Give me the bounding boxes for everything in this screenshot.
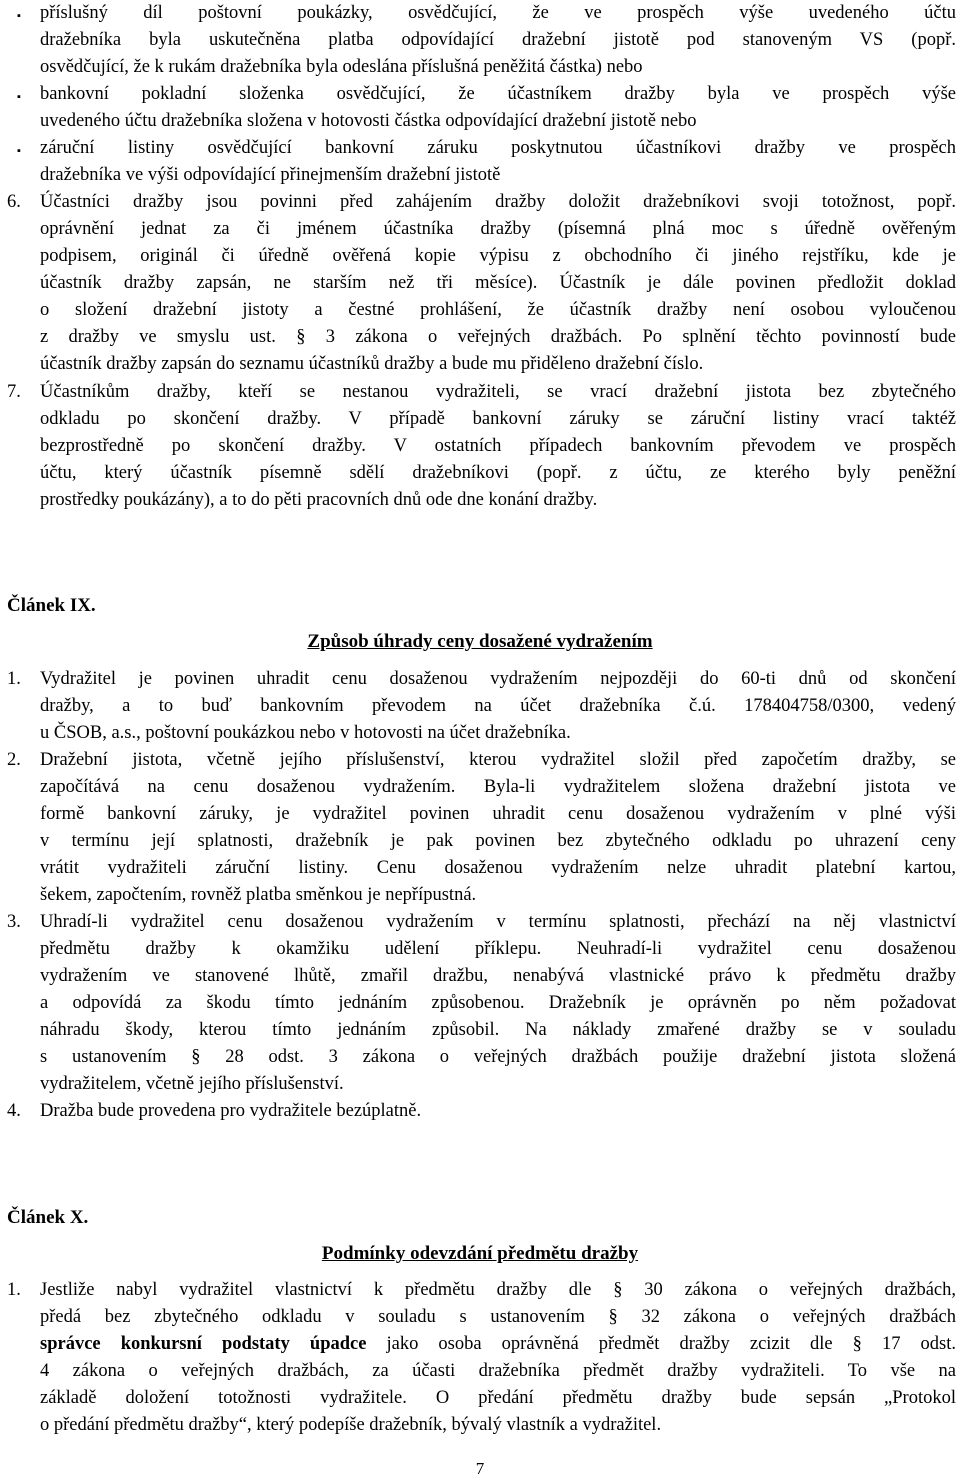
text-line: Dražba bude provedena pro vydražitele bezúplatně.: [40, 1101, 422, 1121]
text-line: o složení dražební jistoty a čestné prohlášení, že účastník dražby není osobou vyloučenou: [40, 300, 956, 320]
text-line: z dražby ve smyslu ust. § 3 zákona o veřejných dražbách. Po splnění těchto povinností bude: [40, 327, 956, 347]
bullet-marker: ▪: [17, 10, 21, 22]
numbered-paragraph: [40, 379, 956, 487]
numbered-paragraph-tail: [40, 1412, 956, 1439]
text-line: předmětu dražby k okamžiku udělení příklepu. Neuhradí-li vydražitel cenu dosaženou: [40, 939, 956, 959]
item-number: 7.: [7, 382, 21, 402]
page-number: 7: [475, 1459, 485, 1478]
text-line: Vydražitel je povinen uhradit cenu dosaženou vydražením nejpozději do 60-ti dnů od skončení: [40, 669, 956, 689]
numbered-paragraph-tail: [40, 351, 956, 378]
numbered-paragraph-tail: [40, 720, 956, 747]
text-line: 4 zákona o veřejných dražbách, za účasti dražebníka předmět dražby vydražiteli. To vše na: [40, 1361, 956, 1381]
text-line: odkladu po skončení dražby. V případě bankovní záruky se záruční listiny vrací taktéž: [40, 409, 956, 429]
numbered-paragraph: [40, 909, 956, 1071]
bullet-paragraph: [40, 135, 956, 162]
bullet-paragraph-tail: [40, 54, 956, 81]
text-line: započítává na cenu dosaženou vydražením. Byla-li vydražitelem složena dražební jistota ve: [40, 777, 956, 797]
text-line: podpisem, originál či úředně ověřená kopie výpisu z obchodního či jiného rejstříku, kde je: [40, 246, 956, 266]
article-title: Způsob úhrady ceny dosažené vydražením: [307, 631, 653, 652]
text-line: osvědčující, že k rukám dražebníka byla odeslána příslušná peněžitá částka) nebo: [40, 57, 643, 77]
item-number: 4.: [7, 1101, 21, 1121]
text-line: předá bez zbytečného odkladu v souladu s ustanovením § 32 zákona o veřejných dražbách: [40, 1307, 956, 1327]
text-line: oprávnění jednat za či jménem účastníka dražby (písemná plná moc s úředně ověřeným: [40, 219, 956, 239]
text-line: a odpovídá za škodu tímto jednáním způsobenou. Dražebník je oprávněn po něm požadovat: [40, 993, 956, 1013]
item-number: 1.: [7, 669, 21, 689]
bold-phrase: správce konkursní podstaty úpadce: [40, 1334, 367, 1354]
numbered-paragraph: [40, 189, 956, 351]
item-number: 1.: [7, 1280, 21, 1300]
bullet-marker: ▪: [17, 91, 21, 103]
article-heading: Článek X.: [7, 1207, 89, 1228]
numbered-paragraph: [40, 1098, 956, 1125]
item-number: 3.: [7, 912, 21, 932]
text-span: jako osoba oprávněná předmět dražby zcizit dle § 17 odst.: [366, 1334, 956, 1354]
text-line: účastník dražby zapsán, ne starším než tři měsíce). Účastník je dále povinen předložit doklad: [40, 273, 956, 293]
text-line: o předání předmětu dražby“, který podepíše dražebník, bývalý vlastník a vydražitel.: [40, 1415, 662, 1435]
numbered-paragraph: [40, 666, 956, 720]
article-title: Podmínky odevzdání předmětu dražby: [321, 1243, 639, 1264]
text-line: Účastníci dražby jsou povinni před zahájením dražby doložit dražebníkovi svoji totožnost, popř.: [40, 192, 956, 212]
text-line: základě doložení totožnosti vydražitele. O předání předmětu dražby bude sepsán „Protokol: [40, 1388, 956, 1408]
numbered-paragraph: [40, 1277, 956, 1412]
text-line: účastník dražby zapsán do seznamu účastníků dražby a bude mu přiděleno dražební číslo.: [40, 354, 704, 374]
text-line: dražby, a to buď bankovním převodem na účet dražebníka č.ú. 178404758/0300, vedený: [40, 696, 956, 716]
text-line: záruční listiny osvědčující bankovní záruku poskytnutou účastníkovi dražby ve prospěch: [40, 138, 956, 158]
text-line: bezprostředně po skončení dražby. V ostatních případech bankovním převodem ve prospěch: [40, 436, 956, 456]
text-line: v termínu její splatnosti, dražebník je pak povinen bez zbytečného odkladu po uhrazení ceny: [40, 831, 956, 851]
bullet-paragraph-tail: [40, 162, 956, 189]
text-line: s ustanovením § 28 odst. 3 zákona o veřejných dražbách použije dražební jistota složená: [40, 1047, 956, 1067]
text-line: účtu, který účastník písemně sdělí dražebníkovi (popř. z účtu, ze kterého byly peněžní: [40, 463, 956, 483]
numbered-paragraph-tail: [40, 1071, 956, 1098]
text-line: uvedeného účtu dražebníka složena v hotovosti částka odpovídající dražební jistotě nebo: [40, 111, 697, 131]
text-line: dražebníka byla uskutečněna platba odpovídající dražební jistotě pod stanoveným VS (popř.: [40, 30, 956, 50]
text-line: náhradu škody, kterou tímto jednáním způsobil. Na náklady zmařené dražby se v souladu: [40, 1020, 956, 1040]
text-line: šekem, započtením, rovněž platba směnkou je nepřípustná.: [40, 885, 477, 905]
text-line: Dražební jistota, včetně jejího příslušenství, kterou vydražitel složil před započetím dražby, se: [40, 750, 956, 770]
bullet-paragraph: [40, 81, 956, 108]
text-line: Jestliže nabyl vydražitel vlastnictví k předmětu dražby dle § 30 zákona o veřejných dražbách,: [40, 1280, 956, 1300]
text-line: příslušný díl poštovní poukázky, osvědčující, že ve prospěch výše uvedeného účtu: [40, 3, 956, 23]
item-number: 2.: [7, 750, 21, 770]
numbered-paragraph-tail: [40, 487, 956, 514]
bullet-paragraph: [40, 0, 956, 54]
bullet-paragraph-tail: [40, 108, 956, 135]
numbered-paragraph: [40, 747, 956, 882]
text-line: dražebníka ve výši odpovídající přinejmenším dražební jistotě: [40, 165, 501, 185]
text-line: [40, 1331, 956, 1358]
bullet-marker: ▪: [17, 145, 21, 157]
text-line: formě bankovní záruky, je vydražitel povinen uhradit cenu dosaženou vydražením v plné výši: [40, 804, 956, 824]
item-number: 6.: [7, 192, 21, 212]
text-line: Účastníkům dražby, kteří se nestanou vydražiteli, se vrací dražební jistota bez zbytečného: [40, 382, 956, 402]
text-line: prostředky poukázány), a to do pěti pracovních dnů ode dne konání dražby.: [40, 490, 598, 510]
text-line: vydražením ve stanovené lhůtě, zmařil dražbu, nenabývá vlastnické právo k předmětu dražby: [40, 966, 956, 986]
article-heading: Článek IX.: [7, 595, 96, 616]
text-line: bankovní pokladní složenka osvědčující, že účastníkem dražby byla ve prospěch výše: [40, 84, 956, 104]
text-line: vydražitelem, včetně jejího příslušenství.: [40, 1074, 344, 1094]
text-line: Uhradí-li vydražitel cenu dosaženou vydražením v termínu splatnosti, přechází na něj vlastnictví: [40, 912, 956, 932]
text-line: vrátit vydražiteli záruční listiny. Cenu dosaženou vydražením nelze uhradit platební kartou,: [40, 858, 956, 878]
text-line: u ČSOB, a.s., poštovní poukázkou nebo v hotovosti na účet dražebníka.: [40, 723, 571, 743]
numbered-paragraph-tail: [40, 882, 956, 909]
